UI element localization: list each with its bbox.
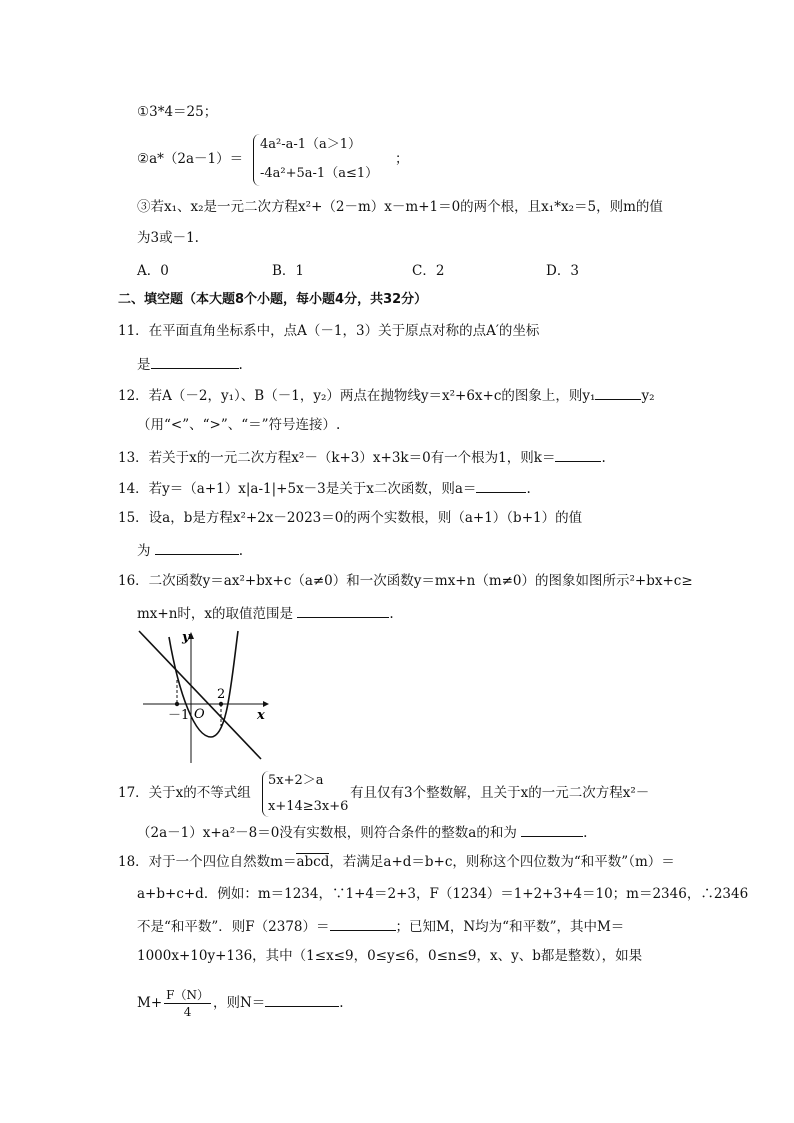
q18-answer-blank-1[interactable] [330, 916, 396, 931]
q10-option-b: B．1 [272, 263, 305, 279]
q14-text: 14．若y＝（a+1）x|a-1|+5x－3是关于x二次函数，则a＝ [118, 481, 477, 497]
q11-line1: 11．在平面直角坐标系中，点A（－1，3）关于原点对称的点A′的坐标 [118, 323, 540, 339]
linear-function-line [139, 631, 261, 759]
q18-line1b: ，若满足a+d＝b+c，则称这个四位数为“和平数”（m）＝ [329, 854, 675, 870]
q11-prefix: 是 [137, 357, 151, 373]
q17-end: . [583, 825, 588, 841]
q18-overline-abcd: abcd [296, 854, 330, 870]
q16-graph [135, 625, 275, 765]
q18-line3a: 不是“和平数”．则F（2378）＝ [137, 919, 330, 935]
point-minus-one [175, 702, 179, 706]
q17-tail: 有且仅有3个整数解，且关于x的一元二次方程x²－ [350, 785, 650, 801]
q11-answer-blank[interactable] [151, 354, 239, 369]
q12-answer-blank[interactable] [595, 385, 641, 400]
q18-answer-blank-2[interactable] [265, 992, 339, 1007]
q12-text: 12．若A（－2，y₁）、B（－1，y₂）两点在抛物线y＝x²+6x+c的图象上，则y₁ [118, 388, 596, 404]
origin-label: O [194, 707, 205, 722]
two-label: 2 [217, 687, 226, 702]
q11-end: . [238, 357, 243, 373]
x-axis-arrow-icon [263, 701, 269, 707]
q18-line2: a+b+c+d．例如：m＝1234，∵1+4＝2+3，F（1234）＝1+2+3+4＝10；m＝2346，∴2346 [137, 886, 749, 902]
y-axis-label: y [182, 630, 190, 645]
section2-title: 二、填空题（本大题8个小题，每小题4分，共32分） [118, 292, 428, 307]
q12-end: y₂ [641, 388, 655, 404]
q16-line1: 16．二次函数y＝ax²+bx+c（a≠0）和一次函数y＝mx+n（m≠0）的图象如图所示²+bx+c≥ [118, 573, 693, 589]
q13-text: 13．若关于x的一元二次方程x²－（k+3）x+3k＝0有一个根为1，则k＝ [118, 450, 556, 466]
q18-line1a: 18．对于一个四位自然数m＝ [118, 854, 297, 870]
q18-frac-num: F（N） [166, 988, 209, 1002]
q10-item2-case1: 4a²-a-1（a＞1） [260, 137, 362, 152]
q18-line1 [118, 853, 675, 871]
q14-line1 [118, 478, 531, 498]
q18-frac-den: 4 [183, 1005, 192, 1019]
q10-item3-line1: ③若x₁、x₂是一元二次方程x²+（2－m）x－m+1＝0的两个根，且x₁*x₂＝5，则m的值 [137, 199, 663, 215]
q18-fraction [164, 987, 211, 1020]
q15-answer-blank[interactable] [155, 540, 239, 555]
q17-case2: x+14≥3x+6 [268, 799, 349, 814]
x-axis-label: x [257, 708, 265, 723]
q17-line2 [137, 822, 587, 842]
q18-end: . [339, 995, 344, 1011]
q14-end: . [526, 481, 531, 497]
q10-item2-tail: ； [395, 151, 409, 167]
q18-line5b: ，则N＝ [212, 995, 266, 1011]
q17-case1: 5x+2＞a [268, 773, 324, 788]
q10-item3-line2: 为3或－1. [137, 230, 199, 246]
q11-line2 [137, 354, 243, 374]
q15-prefix: 为 [137, 543, 151, 559]
q17-text: （2a－1）x+a²－8＝0没有实数根，则符合条件的整数a的和为 [137, 825, 517, 841]
q10-item1: ①3*4＝25； [137, 104, 218, 120]
q13-answer-blank[interactable] [555, 447, 601, 462]
q15-end: . [238, 543, 244, 559]
q18-line3b: ；已知M，N均为“和平数”，其中M＝ [395, 919, 625, 935]
point-two [219, 702, 223, 706]
q13-end: . [601, 450, 606, 466]
q10-item2-lead: ②a*（2a－1）＝ [137, 151, 244, 167]
q16-line2 [137, 603, 394, 623]
q18-line4: 1000x+10y+136，其中（1≤x≤9，0≤y≤6，0≤n≤9，x、y、b都是整数），如果 [137, 948, 643, 964]
q10-option-c: C．2 [412, 263, 445, 279]
q10-brace [253, 134, 260, 186]
q15-line2 [137, 540, 243, 560]
q12-line2: （用“<”、“>”、“＝”符号连接）. [137, 417, 341, 433]
minus-one-label: －1 [168, 708, 190, 723]
q18-line5a: M+ [137, 995, 163, 1011]
q18-line5 [137, 987, 344, 1020]
q12-line1 [118, 385, 654, 405]
q15-line1: 15．设a，b是方程x²+2x－2023＝0的两个实数根，则（a+1）（b+1）的值 [118, 510, 583, 526]
q17-lead: 17．关于x的不等式组 [118, 785, 251, 801]
q16-prefix: mx+n时，x的取值范围是 [137, 606, 294, 622]
q14-answer-blank[interactable] [476, 478, 526, 493]
q10-option-d: D．3 [546, 263, 579, 279]
q13-line1 [118, 447, 606, 467]
q18-line3 [137, 916, 624, 936]
q10-item2-case2: -4a²+5a-1（a≤1） [260, 166, 379, 181]
q17-answer-blank[interactable] [521, 822, 583, 837]
q10-option-a: A．0 [137, 263, 169, 279]
q16-end: . [389, 606, 394, 622]
q16-answer-blank[interactable] [297, 603, 389, 618]
